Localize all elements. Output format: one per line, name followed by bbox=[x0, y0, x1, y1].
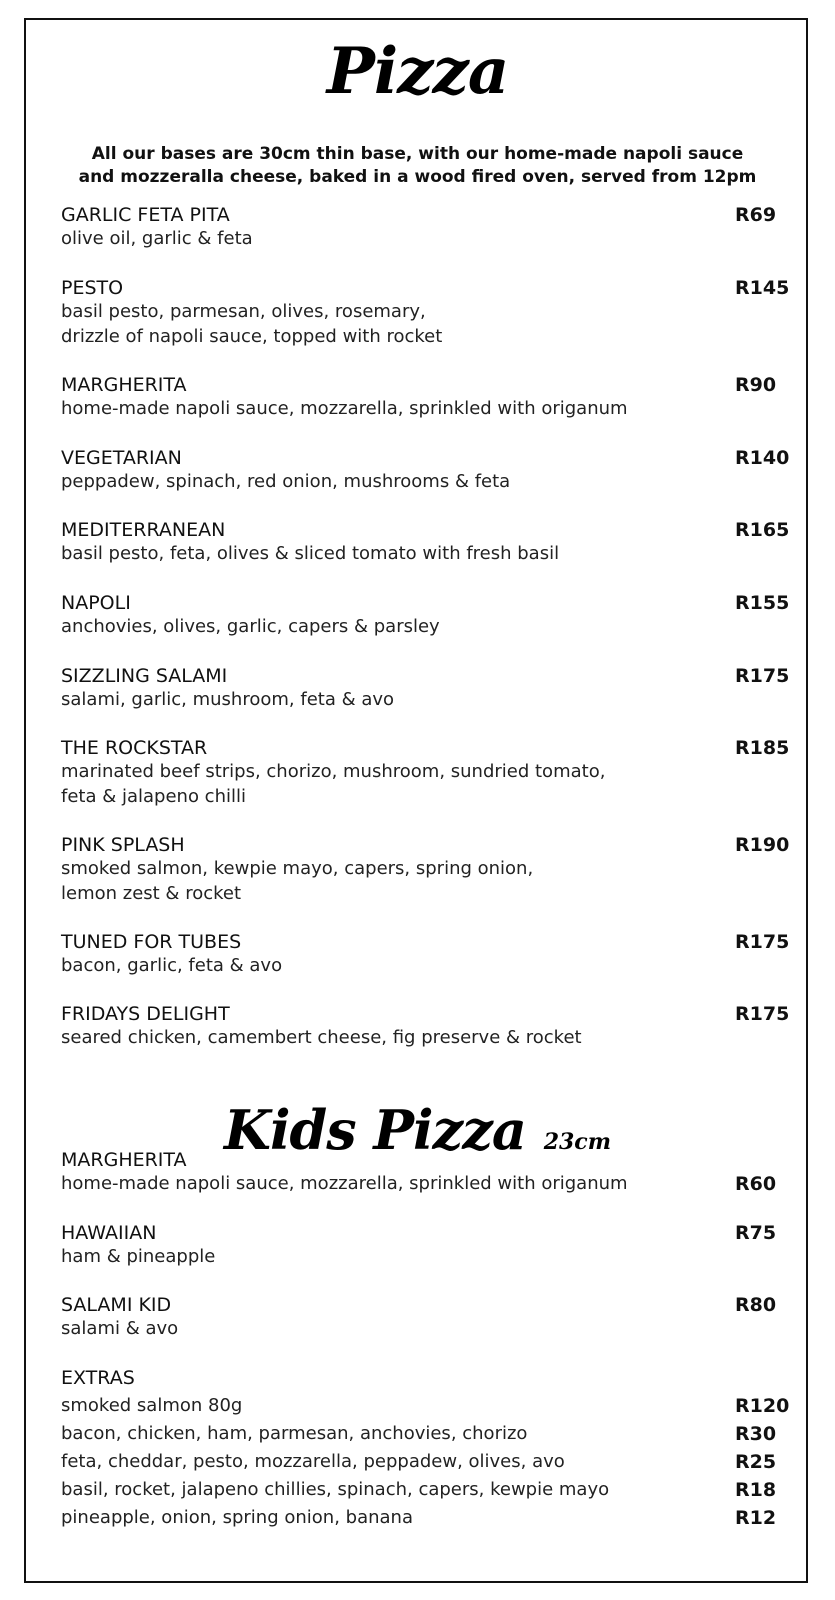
item-price: R75 bbox=[735, 1222, 777, 1244]
item-price: R69 bbox=[735, 204, 777, 226]
item-description: salami, garlic, mushroom, feta & avo bbox=[61, 689, 395, 710]
intro-line: All our bases are 30cm thin base, with our home-made napoli sauce bbox=[91, 144, 744, 164]
item-description: lemon zest & rocket bbox=[61, 882, 242, 904]
item-price: R175 bbox=[735, 1003, 790, 1025]
extra-price: R12 bbox=[735, 1507, 777, 1529]
menu-item bbox=[61, 276, 791, 349]
item-name: HAWAIIAN bbox=[61, 1222, 157, 1244]
item-description: drizzle of napoli sauce, topped with rocket bbox=[61, 325, 443, 347]
extra-price: R18 bbox=[735, 1479, 777, 1501]
menu-item bbox=[61, 446, 791, 495]
item-price: R175 bbox=[735, 665, 790, 687]
item-name: FRIDAYS DELIGHT bbox=[61, 1003, 230, 1025]
item-name: GARLIC FETA PITA bbox=[61, 204, 230, 226]
intro-line: and mozzeralla cheese, baked in a wood fired oven, served from 12pm bbox=[78, 167, 757, 187]
item-name: THE ROCKSTAR bbox=[61, 737, 208, 759]
item-name: SIZZLING SALAMI bbox=[61, 665, 228, 687]
menu-item bbox=[61, 591, 791, 640]
item-name: NAPOLI bbox=[61, 592, 131, 614]
menu-item bbox=[61, 664, 791, 713]
item-name: MEDITERRANEAN bbox=[61, 519, 226, 541]
item-price: R140 bbox=[735, 447, 790, 469]
item-name: VEGETARIAN bbox=[61, 447, 182, 469]
item-name: MARGHERITA bbox=[61, 374, 187, 396]
item-description: bacon, garlic, feta & avo bbox=[61, 955, 283, 976]
menu-item bbox=[61, 203, 791, 252]
menu-item bbox=[61, 1148, 791, 1197]
item-name: PESTO bbox=[61, 277, 124, 299]
item-description: home-made napoli sauce, mozzarella, sprinkled with origanum bbox=[61, 1173, 628, 1194]
extra-price: R30 bbox=[735, 1423, 777, 1445]
item-description: feta & jalapeno chilli bbox=[61, 785, 246, 807]
extras-heading: EXTRAS bbox=[61, 1367, 135, 1389]
item-description: marinated beef strips, chorizo, mushroom, sundried tomato, bbox=[61, 761, 606, 782]
item-price: R175 bbox=[735, 931, 790, 953]
item-description: salami & avo bbox=[61, 1318, 179, 1339]
item-price: R145 bbox=[735, 277, 790, 299]
menu-item bbox=[61, 1293, 791, 1342]
menu-item bbox=[61, 833, 791, 906]
item-description: basil pesto, parmesan, olives, rosemary, bbox=[61, 301, 426, 322]
menu-item bbox=[61, 518, 791, 567]
extra-item: pineapple, onion, spring onion, banana bbox=[61, 1507, 413, 1528]
item-description: anchovies, olives, garlic, capers & parsley bbox=[61, 616, 440, 637]
item-description: olive oil, garlic & feta bbox=[61, 228, 253, 249]
menu-item bbox=[61, 1221, 791, 1270]
extras-section bbox=[61, 1366, 791, 1390]
item-description: peppadew, spinach, red onion, mushrooms & feta bbox=[61, 471, 511, 492]
item-name: MARGHERITA bbox=[61, 1149, 187, 1171]
menu-item bbox=[61, 1002, 791, 1051]
item-price: R185 bbox=[735, 737, 790, 759]
extra-price: R120 bbox=[735, 1395, 790, 1417]
item-price: R90 bbox=[735, 374, 777, 396]
extra-price: R25 bbox=[735, 1451, 777, 1473]
kids-size: 23cm bbox=[543, 1129, 611, 1155]
item-description: smoked salmon, kewpie mayo, capers, spring onion, bbox=[61, 858, 534, 879]
item-price: R60 bbox=[735, 1173, 777, 1195]
item-price: R190 bbox=[735, 834, 790, 856]
menu-item bbox=[61, 930, 791, 979]
item-name: SALAMI KID bbox=[61, 1294, 172, 1316]
item-description: basil pesto, feta, olives & sliced tomato with fresh basil bbox=[61, 543, 560, 564]
menu-item bbox=[61, 373, 791, 422]
item-name: PINK SPLASH bbox=[61, 834, 185, 856]
item-price: R165 bbox=[735, 519, 790, 541]
item-name: TUNED FOR TUBES bbox=[61, 931, 242, 953]
menu-item bbox=[61, 736, 791, 809]
item-description: home-made napoli sauce, mozzarella, sprinkled with origanum bbox=[61, 398, 628, 419]
extra-item: feta, cheddar, pesto, mozzarella, peppadew, olives, avo bbox=[61, 1451, 565, 1472]
page-title: Pizza bbox=[326, 34, 509, 109]
item-description: seared chicken, camembert cheese, fig preserve & rocket bbox=[61, 1027, 582, 1048]
extra-item: bacon, chicken, ham, parmesan, anchovies, chorizo bbox=[61, 1423, 528, 1444]
item-price: R155 bbox=[735, 592, 790, 614]
item-description: ham & pineapple bbox=[61, 1246, 216, 1267]
extra-item: smoked salmon 80g bbox=[61, 1395, 243, 1416]
extra-item: basil, rocket, jalapeno chillies, spinach, capers, kewpie mayo bbox=[61, 1479, 610, 1500]
kids-title-text: Kids Pizza bbox=[224, 1098, 526, 1162]
item-price: R80 bbox=[735, 1294, 777, 1316]
